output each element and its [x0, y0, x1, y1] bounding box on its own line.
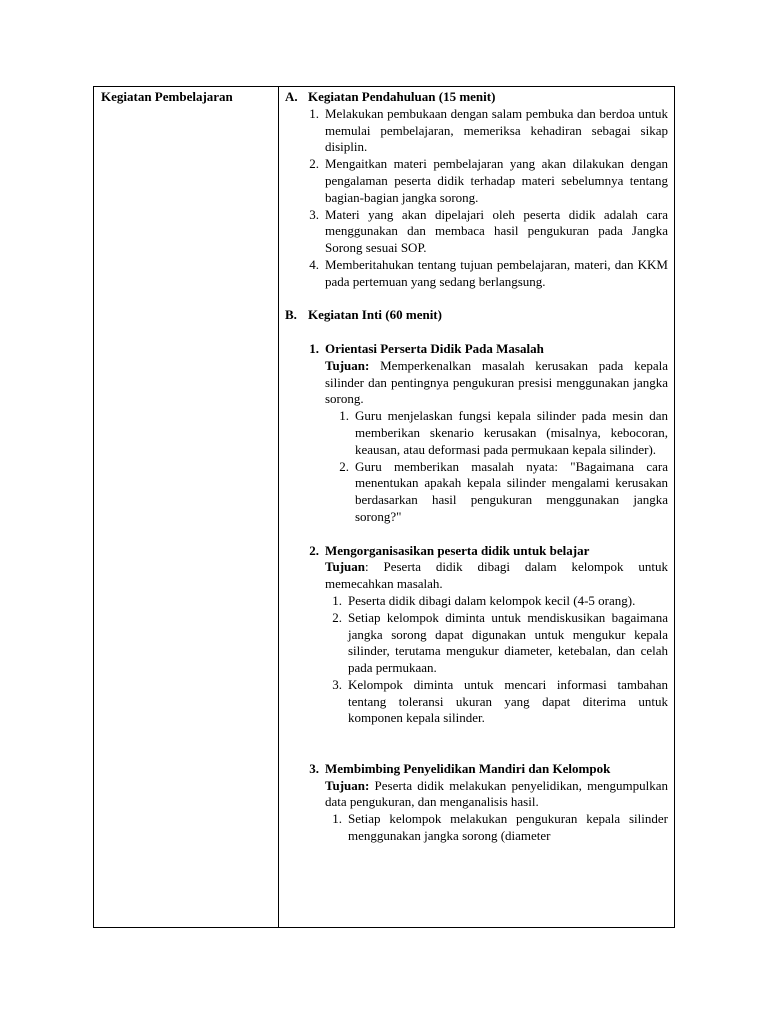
intro-item-3: Materi yang akan dipelajari oleh peserta didik adalah cara menggunakan dan membaca hasil pengukuran pada Jangka Sorong sesuai SOP. [325, 206, 668, 256]
step-2-title: Mengorganisasikan peserta didik untuk belajar [325, 542, 590, 558]
list-item: 1. Peserta didik dibagi dalam kelompok kecil (4-5 orang). [325, 593, 668, 610]
section-b-marker: B. [285, 307, 297, 323]
intro-item-1: Melakukan pembukaan dengan salam pembuka dan berdoa untuk memulai pembelajaran, memeriksa kehadiran sebagai sikap disiplin. [325, 105, 668, 155]
intro-item-2: Mengaitkan materi pembelajaran yang akan dilakukan dengan pengalaman peserta didik terhadap materi sebelumnya tentang bagian-bagian jangka sorong. [325, 156, 668, 205]
intro-item-4: Memberitahukan tentang tujuan pembelajaran, materi, dan KKM pada pertemuan yang sedang berlangsung. [325, 256, 668, 289]
list-item: 2. Guru memberikan masalah nyata: "Bagaimana cara menentukan apakah kepala silinder mengalami kerusakan berdasarkan hasil pengukuran menggunakan jangka sorong?" [339, 458, 668, 524]
step-2-item-3: Kelompok diminta untuk mencari informasi tambahan tentang toleransi ukuran yang dapat diterima untuk komponen kepala silinder. [348, 676, 668, 726]
step-1-item-2: Guru memberikan masalah nyata: "Bagaimana cara menentukan apakah kepala silinder mengalami kerusakan berdasarkan hasil pengukuran menggunakan jangka sorong?" [355, 458, 668, 524]
list-item: 2. Mengaitkan materi pembelajaran yang akan dilakukan dengan pengalaman peserta didik terhadap materi sebelumnya tentang bagian-bagian jangka sorong. [309, 156, 668, 205]
row-content [285, 89, 668, 845]
step-3-objective: Tujuan: Peserta didik melakukan penyelidikan, mengumpulkan data pengukuran, dan menganalisis hasil. [325, 777, 668, 810]
list-item: 3. Materi yang akan dipelajari oleh peserta didik adalah cara menggunakan dan membaca hasil pengukuran pada Jangka Sorong sesuai SOP. [309, 206, 668, 256]
step-3 [302, 761, 668, 845]
list-item: 4. Memberitahukan tentang tujuan pembelajaran, materi, dan KKM pada pertemuan yang sedang berlangsung. [309, 256, 668, 289]
section-b-title: Kegiatan Inti (60 menit) [308, 307, 442, 323]
step-2-objective: Tujuan: Peserta didik dibagi dalam kelompok untuk memecahkan masalah. [325, 559, 668, 592]
list-item: 1. Setiap kelompok melakukan pengukuran kepala silinder menggunakan jangka sorong (diameter [332, 811, 668, 844]
section-a-marker: A. [285, 89, 298, 104]
column-divider [278, 87, 279, 927]
list-item: 2. Setiap kelompok diminta untuk mendiskusikan bagaimana jangka sorong dapat digunakan untuk mengukur kepala silinder, terutama mengukur diameter, ketebalan, dan celah pada permukaan. [332, 609, 668, 676]
list-item: 1. Melakukan pembukaan dengan salam pembuka dan berdoa untuk memulai pembelajaran, memeriksa kehadiran sebagai sikap disiplin. [309, 105, 668, 155]
step-2-item-1: Peserta didik dibagi dalam kelompok kecil (4-5 orang). [348, 592, 636, 608]
step-3-item-1: Setiap kelompok melakukan pengukuran kepala silinder menggunakan jangka sorong (diameter [348, 811, 668, 844]
step-1-number: 1. [309, 340, 319, 356]
step-3-title: Membimbing Penyelidikan Mandiri dan Kelompok [325, 760, 611, 776]
section-b-heading [285, 307, 668, 324]
lesson-table [93, 86, 675, 928]
section-a-heading [285, 89, 668, 106]
step-2-item-2: Setiap kelompok diminta untuk mendiskusikan bagaimana jangka sorong dapat digunakan untuk mengukur kepala silinder, terutama mengukur diameter, ketebalan, dan celah pada permukaan. [348, 609, 668, 676]
step-2-number: 2. [309, 542, 319, 558]
section-a-title: Kegiatan Pendahuluan (15 menit) [308, 89, 496, 104]
step-1-objective: Tujuan: Memperkenalkan masalah kerusakan pada kepala silinder dan pentingnya pengukuran presisi menggunakan jangka sorong. [325, 357, 668, 407]
list-item: 3. Kelompok diminta untuk mencari informasi tambahan tentang toleransi ukuran yang dapat diterima untuk komponen kepala silinder. [332, 676, 668, 726]
row-label: Kegiatan Pembelajaran [101, 89, 233, 104]
step-1-title: Orientasi Perserta Didik Pada Masalah [325, 340, 544, 356]
step-3-number: 3. [309, 760, 319, 776]
list-item: 1. Guru menjelaskan fungsi kepala silinder pada mesin dan memberikan skenario kerusakan (misalnya, kebocoran, keausan, atau deformasi pada permukaan kepala silinder). [339, 408, 668, 457]
step-1-item-1: Guru menjelaskan fungsi kepala silinder pada mesin dan memberikan skenario kerusakan (misalnya, kebocoran, keausan, atau deformasi pada permukaan kepala silinder). [355, 408, 668, 457]
step-2 [302, 543, 668, 728]
step-1 [302, 341, 668, 526]
